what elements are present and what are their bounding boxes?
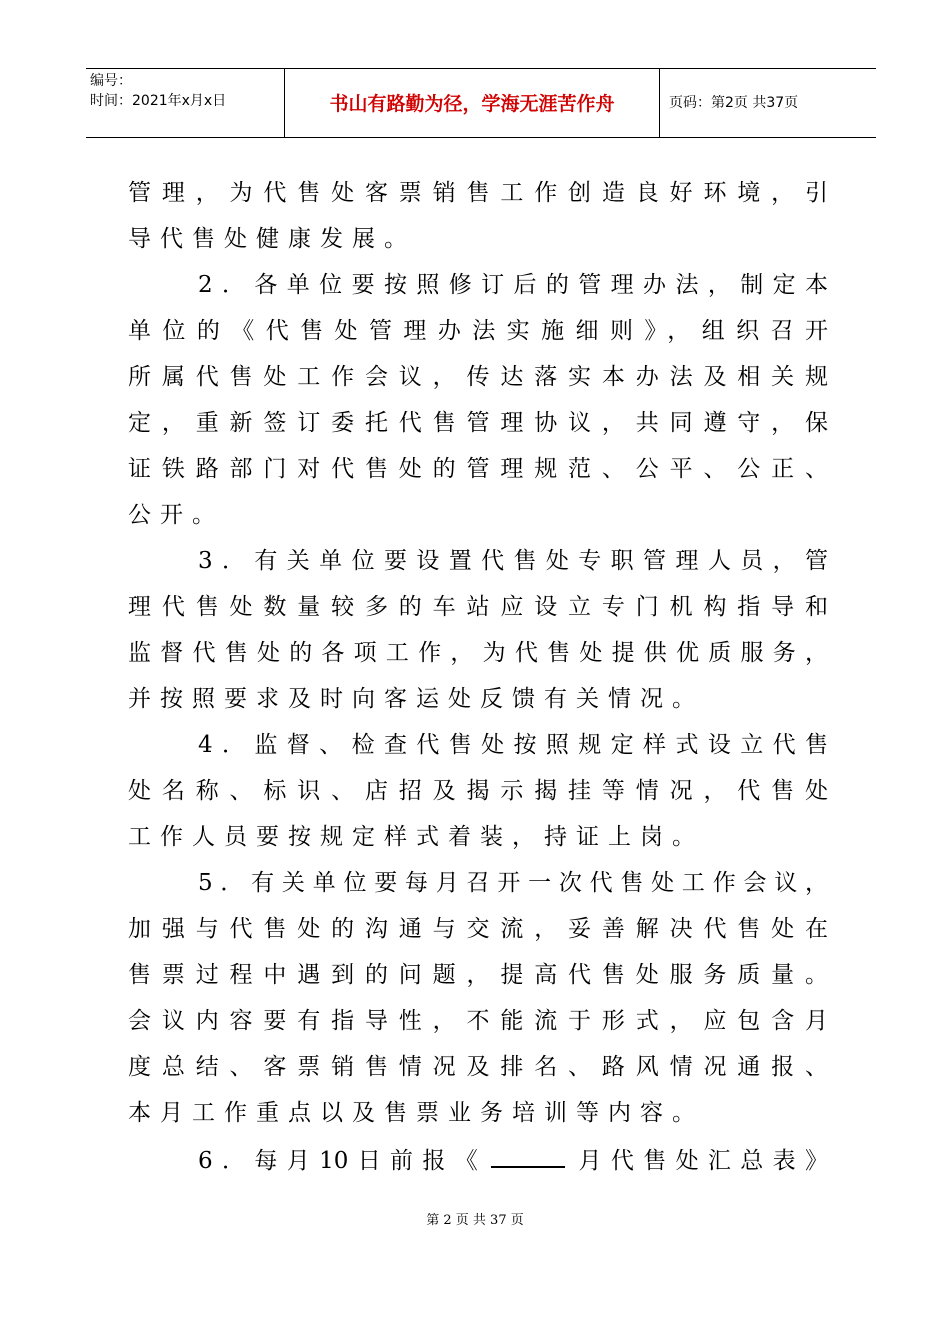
header-page-info: 页码：第2页 共37页 [669,95,799,111]
body-line: 4．监督、检查代售处按照规定样式设立代售 [198,732,828,758]
number-label: 编号： [90,73,132,89]
body-line: 导代售处健康发展。 [128,226,416,252]
motto-text: 书山有路勤为径，学海无涯苦作舟 [329,93,615,115]
page-header [86,68,876,138]
header-motto-cell [284,69,660,137]
body-line: 公开。 [128,502,224,528]
body-line: 定，重新签订委托代售管理协议，共同遵守，保 [128,410,828,436]
body-line: 3．有关单位要设置代售处专职管理人员，管 [198,548,828,574]
body-line: 单位的《代售处管理办法实施细则》，组织召开 [128,318,828,344]
body-line: 管理，为代售处客票销售工作创造良好环境，引 [128,180,828,206]
body-line: 监督代售处的各项工作，为代售处提供优质服务， [128,640,828,666]
body-line: 工作人员要按规定样式着装，持证上岗。 [128,824,704,850]
body-line: 会议内容要有指导性，不能流于形式，应包含月 [128,1008,828,1034]
body-line: 证铁路部门对代售处的管理规范、公平、公正、 [128,456,828,482]
fill-in-blank [491,1136,565,1168]
body-line: 处名称、标识、店招及揭示揭挂等情况，代售处 [128,778,828,804]
body-line: 5．有关单位要每月召开一次代售处工作会议， [198,870,828,896]
body-line: 本月工作重点以及售票业务培训等内容。 [128,1100,704,1126]
body-line: 所属代售处工作会议，传达落实本办法及相关规 [128,364,828,390]
body-line: 理代售处数量较多的车站应设立专门机构指导和 [128,594,828,620]
header-meta-cell [86,69,284,137]
body-line: 售票过程中遇到的问题，提高代售处服务质量。 [128,962,828,988]
body-line: 加强与代售处的沟通与交流，妥善解决代售处在 [128,916,828,942]
last-line-suffix: 月代售处汇总表》 [569,1148,829,1174]
body-line: 度总结、客票销售情况及排名、路风情况通报、 [128,1054,828,1080]
body-line: 2．各单位要按照修订后的管理办法，制定本 [198,272,828,298]
body-line: 并按照要求及时向客运处反馈有关情况。 [128,686,704,712]
last-line-prefix: 6．每月10日前报《 [198,1148,488,1174]
document-body [128,170,828,1182]
time-label: 时间：2021年x月x日 [90,93,227,109]
header-page-cell [659,69,876,137]
page-footer: 第 2 页 共 37 页 [426,1213,524,1228]
body-line-last [128,1136,828,1182]
